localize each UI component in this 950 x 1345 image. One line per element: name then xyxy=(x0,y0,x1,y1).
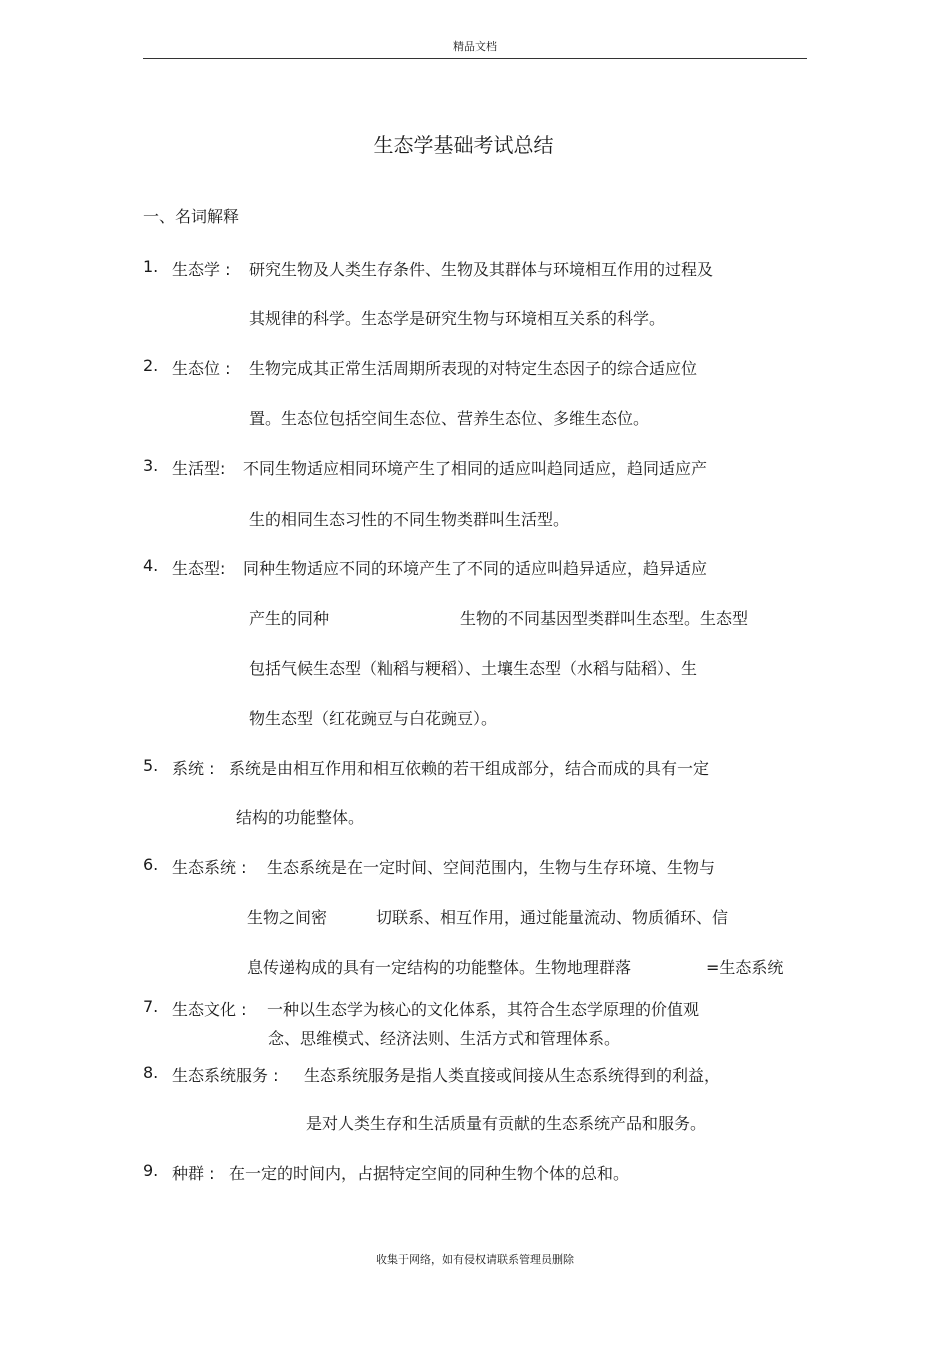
entry-term: 生态文化 : xyxy=(172,1000,247,1019)
entry-term: 生态系统 : xyxy=(172,858,247,877)
document-title: 生态学基础考试总结 xyxy=(373,133,554,157)
entry-number: 8. xyxy=(143,1063,159,1082)
entry-number: 4. xyxy=(143,556,159,575)
entry-text-line: 生物的不同基因型类群叫生态型。生态型 xyxy=(460,609,749,628)
entry-text-line: 结构的功能整体。 xyxy=(236,808,365,827)
entry-text-line: =生态系统 xyxy=(706,958,784,977)
header-rule xyxy=(143,58,807,59)
entry-text-line: 产生的同种 xyxy=(249,609,330,628)
entry-term: 系统 : xyxy=(172,759,215,778)
entry-term: 生态系统服务 : xyxy=(172,1066,279,1085)
entry-text-line: 系统是由相互作用和相互依赖的若干组成部分，结合而成的具有一定 xyxy=(229,759,710,778)
entry-text-line: 同种生物适应不同的环境产生了不同的适应叫趋异适应，趋异适应 xyxy=(243,559,708,578)
entry-number: 7. xyxy=(143,997,159,1016)
entry-text-line: 不同生物适应相同环境产生了相同的适应叫趋同适应，趋同适应产 xyxy=(243,459,708,478)
entry-term: 生态位 : xyxy=(172,359,231,378)
entry-number: 6. xyxy=(143,855,159,874)
entry-text-line: 在一定的时间内，占据特定空间的同种生物个体的总和。 xyxy=(229,1164,630,1183)
entry-term: 生活型: xyxy=(172,459,226,478)
entry-number: 3. xyxy=(143,456,159,475)
entry-text-line: 生物之间密 xyxy=(247,908,328,927)
page-header-label: 精品文档 xyxy=(453,40,497,53)
entry-text-line: 念、思维模式、经济法则、生活方式和管理体系。 xyxy=(268,1029,621,1048)
entry-text-line: 包括气候生态型（籼稻与粳稻）、土壤生态型（水稻与陆稻）、生 xyxy=(249,659,698,678)
entry-text-line: 置。生态位包括空间生态位、营养生态位、多维生态位。 xyxy=(249,409,650,428)
entry-text-line: 切联系、相互作用，通过能量流动、物质循环、信 xyxy=(376,908,729,927)
entry-number: 1. xyxy=(143,257,159,276)
entry-term: 生态学 : xyxy=(172,260,231,279)
entry-text-line: 生态系统服务是指人类直接或间接从生态系统得到的利益， xyxy=(304,1066,721,1085)
entry-text-line: 物生态型（红花豌豆与白花豌豆）。 xyxy=(249,709,498,728)
entry-term: 生态型: xyxy=(172,559,226,578)
entry-text-line: 息传递构成的具有一定结构的功能整体。生物地理群落 xyxy=(247,958,632,977)
entry-number: 2. xyxy=(143,356,159,375)
entry-text-line: 研究生物及人类生存条件、生物及其群体与环境相互作用的过程及 xyxy=(249,260,714,279)
entry-text-line: 其规律的科学。生态学是研究生物与环境相互关系的科学。 xyxy=(249,309,666,328)
page-footer: 收集于网络，如有侵权请联系管理员删除 xyxy=(376,1253,574,1266)
entry-text-line: 是对人类生存和生活质量有贡献的生态系统产品和服务。 xyxy=(306,1114,707,1133)
entry-term: 种群 : xyxy=(172,1164,215,1183)
entry-text-line: 生态系统是在一定时间、空间范围内，生物与生存环境、生物与 xyxy=(267,858,716,877)
section-heading: 一、名词解释 xyxy=(143,207,240,226)
entry-text-line: 一种以生态学为核心的文化体系，其符合生态学原理的价值观 xyxy=(267,1000,700,1019)
entry-number: 9. xyxy=(143,1161,159,1180)
entry-text-line: 生的相同生态习性的不同生物类群叫生活型。 xyxy=(249,510,570,529)
entry-text-line: 生物完成其正常生活周期所表现的对特定生态因子的综合适应位 xyxy=(249,359,698,378)
entry-number: 5. xyxy=(143,756,159,775)
